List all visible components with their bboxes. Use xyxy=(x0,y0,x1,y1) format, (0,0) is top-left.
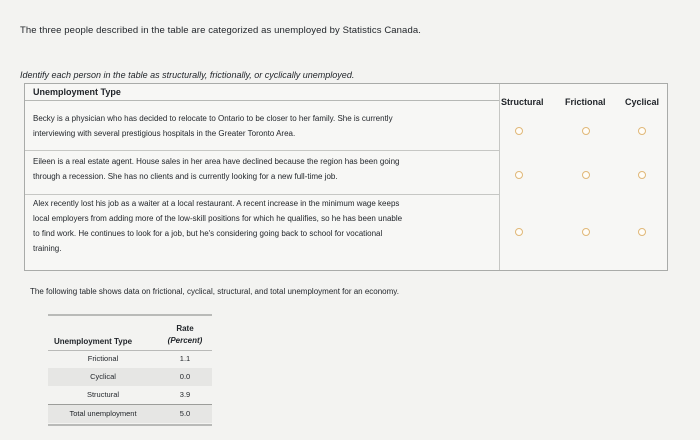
table-row xyxy=(25,195,499,271)
becky-frictional-radio[interactable] xyxy=(582,127,590,135)
rate-value: 3.9 xyxy=(179,390,191,399)
rate-type-label: Total unemployment xyxy=(69,409,137,418)
unemployment-rate-table xyxy=(48,314,212,428)
row-text-line: Eileen is a real estate agent. House sales in her area have declined because the region has been going xyxy=(33,157,400,166)
rate-value: 1.1 xyxy=(179,354,191,363)
row-text-line: to find work. He continues to look for a job, but he's considering going back to school for vocational xyxy=(33,229,383,238)
row-text-line: local employers from adding more of the low-skill positions for which he qualifies, so he has been unable xyxy=(33,214,403,223)
rate-value: 0.0 xyxy=(179,372,191,381)
column-header-frictional: Frictional xyxy=(565,97,606,107)
eileen-frictional-radio[interactable] xyxy=(582,171,590,179)
column-header-structural: Structural xyxy=(501,97,544,107)
eileen-cyclical-radio[interactable] xyxy=(638,171,646,179)
table-row xyxy=(48,350,212,368)
row-description xyxy=(33,154,491,184)
eileen-structural-radio[interactable] xyxy=(515,171,523,179)
table-row xyxy=(48,386,212,404)
data-intro-text: The following table shows data on frictional, cyclical, structural, and total unemployment for an economy. xyxy=(30,287,399,296)
table-bottom-rule xyxy=(48,424,212,426)
table-row xyxy=(48,368,212,386)
row-description xyxy=(33,196,491,256)
classification-table xyxy=(24,83,668,271)
table-row xyxy=(25,151,499,195)
description-column xyxy=(25,84,500,270)
rate-column-header xyxy=(158,323,212,347)
column-header-cyclical: Cyclical xyxy=(625,97,660,107)
rate-header-line1: Rate xyxy=(176,324,194,333)
row-text-line: Alex recently lost his job as a waiter at a local restaurant. A recent increase in the minimum wage keeps xyxy=(33,199,400,208)
row-text-line: through a recession. She has no clients and is currently looking for a new full-time job. xyxy=(33,172,338,181)
row-description xyxy=(33,111,491,141)
intro-text: The three people described in the table are categorized as unemployed by Statistics Canada. xyxy=(20,25,421,36)
row-text-line: interviewing with several prestigious hospitals in the Greater Toronto Area. xyxy=(33,129,296,138)
rate-header-line2: (Percent) xyxy=(167,336,203,345)
rate-type-label: Frictional xyxy=(87,354,119,363)
table-top-rule xyxy=(48,314,212,316)
alex-frictional-radio[interactable] xyxy=(582,228,590,236)
table-row xyxy=(25,101,499,151)
table-row-total xyxy=(48,405,212,423)
main-table-header: Unemployment Type xyxy=(33,87,121,97)
alex-cyclical-radio[interactable] xyxy=(638,228,646,236)
row-text-line: Becky is a physician who has decided to relocate to Ontario to be closer to her family. She is currently xyxy=(33,114,393,123)
instruction-text: Identify each person in the table as structurally, frictionally, or cyclically unemployed. xyxy=(20,70,355,80)
rate-value: 5.0 xyxy=(179,409,191,418)
rate-type-label: Cyclical xyxy=(90,372,116,381)
alex-structural-radio[interactable] xyxy=(515,228,523,236)
becky-cyclical-radio[interactable] xyxy=(638,127,646,135)
rate-type-label: Structural xyxy=(86,390,120,399)
type-column-header: Unemployment Type xyxy=(54,337,133,346)
becky-structural-radio[interactable] xyxy=(515,127,523,135)
row-text-line: training. xyxy=(33,244,62,253)
